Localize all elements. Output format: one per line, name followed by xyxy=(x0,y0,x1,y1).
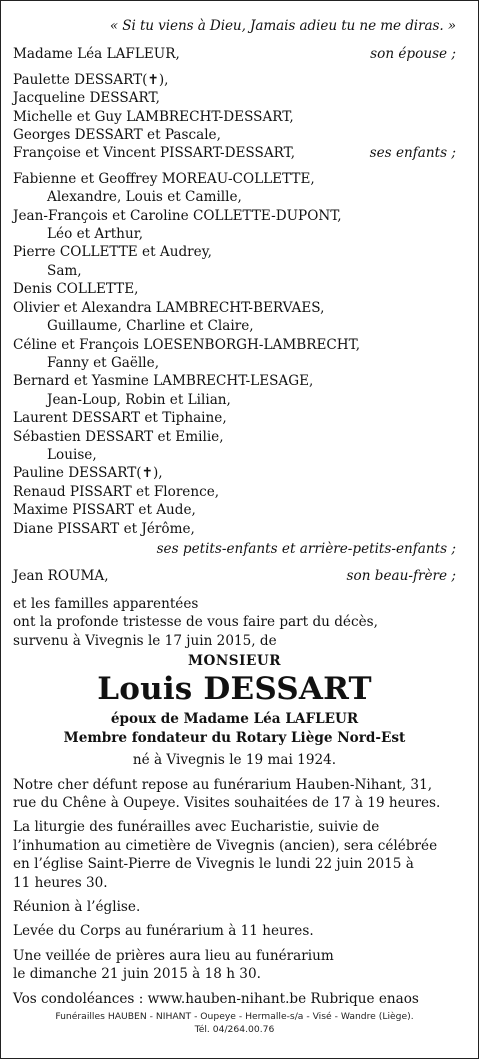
children-block xyxy=(13,71,456,163)
born-line: né à Vivegnis le 19 mai 1924. xyxy=(132,752,337,769)
grandchild-line: Laurent DESSART et Tiphaine, xyxy=(13,410,227,427)
detail-paragraph xyxy=(13,922,456,940)
funeral-home-footer xyxy=(13,1010,456,1036)
announcement-line: ont la profonde tristesse de vous faire part du décès, xyxy=(13,614,378,631)
spouse-relation: son épouse ; xyxy=(370,46,456,63)
detail-paragraph xyxy=(13,947,456,984)
brother-in-law-relation: son beau-frère ; xyxy=(346,568,456,585)
grandchildren-relation: ses petits-enfants et arrière-petits-enfants ; xyxy=(156,540,456,557)
child-line: Françoise et Vincent PISSART-DESSART, xyxy=(13,145,296,162)
grandchild-line: Sébastien DESSART et Emilie, xyxy=(13,428,224,445)
grandchild-line: Sam, xyxy=(47,262,82,279)
footer-line: Funérailles HAUBEN - NIHANT - Oupeye - Hermalle-s/a - Visé - Wandre (Liège). xyxy=(55,1011,414,1023)
brother-in-law-row xyxy=(13,567,456,585)
details-paragraphs xyxy=(13,776,456,1008)
detail-paragraph xyxy=(13,898,456,916)
grandchild-line: Jean-François et Caroline COLLETTE-DUPONT, xyxy=(13,207,342,224)
grandchild-line: Bernard et Yasmine LAMBRECHT-LESAGE, xyxy=(13,373,314,390)
grandchild-line: Diane PISSART et Jérôme, xyxy=(13,520,195,537)
paragraph-line: le dimanche 21 juin 2015 à 18 h 30. xyxy=(13,966,261,983)
brother-in-law-name: Jean ROUMA, xyxy=(13,568,109,585)
grandchildren-block xyxy=(13,170,456,538)
spouse-name: Madame Léa LAFLEUR, xyxy=(13,46,180,63)
deceased-name: Louis DESSART xyxy=(97,671,372,708)
paragraph-line: 11 heures 30. xyxy=(13,874,108,891)
paragraph-line: Réunion à l’église. xyxy=(13,899,141,916)
member-line: Membre fondateur du Rotary Liège Nord-Est xyxy=(63,729,406,746)
children-last-row xyxy=(13,144,456,162)
paragraph-line: l’inhumation au cimetière de Vivegnis (ancien), sera célébrée xyxy=(13,837,438,854)
children-relation: ses enfants ; xyxy=(369,145,456,162)
grandchild-line: Léo et Arthur, xyxy=(47,226,144,243)
child-line: Jacqueline DESSART, xyxy=(13,90,160,107)
grandchild-line: Louise, xyxy=(47,446,97,463)
child-line: Georges DESSART et Pascale, xyxy=(13,127,221,144)
grandchild-line: Pauline DESSART(✝), xyxy=(13,465,163,482)
paragraph-line: Levée du Corps au funérarium à 11 heures. xyxy=(13,923,314,940)
grandchild-line: Jean-Loup, Robin et Lilian, xyxy=(47,391,231,408)
grandchild-line: Renaud PISSART et Florence, xyxy=(13,483,220,500)
grandchild-line: Denis COLLETTE, xyxy=(13,281,139,298)
paragraph-line: La liturgie des funérailles avec Eucharistie, suivie de xyxy=(13,819,380,836)
grandchild-line: Maxime PISSART et Aude, xyxy=(13,502,196,519)
detail-paragraph xyxy=(13,818,456,892)
grandchild-line: Fanny et Gaëlle, xyxy=(47,354,160,371)
families-line: et les familles apparentées xyxy=(13,595,199,612)
detail-paragraph xyxy=(13,776,456,813)
paragraph-line: Vos condoléances : www.hauben-nihant.be Rubrique enaos xyxy=(13,990,419,1007)
grandchild-line: Céline et François LOESENBORGH-LAMBRECHT, xyxy=(13,336,361,353)
child-line: Michelle et Guy LAMBRECHT-DESSART, xyxy=(13,108,294,125)
paragraph-line: rue du Chêne à Oupeye. Visites souhaitées de 17 à 19 heures. xyxy=(13,795,441,812)
grandchild-line: Guillaume, Charline et Claire, xyxy=(47,318,254,335)
detail-paragraph xyxy=(13,990,456,1008)
grandchild-line: Alexandre, Louis et Camille, xyxy=(47,189,242,206)
grandchild-line: Pierre COLLETTE et Audrey, xyxy=(13,244,212,261)
paragraph-line: Notre cher défunt repose au funérarium Hauben-Nihant, 31, xyxy=(13,776,433,793)
title-monsieur: MONSIEUR xyxy=(187,653,281,669)
epigraph-quote: « Si tu viens à Dieu, Jamais adieu tu ne me diras. » xyxy=(109,18,456,34)
spouse-row xyxy=(13,45,456,63)
footer-phone: Tél. 04/264.00.76 xyxy=(194,1024,275,1036)
paragraph-line: Une veillée de prières aura lieu au funérarium xyxy=(13,947,334,964)
child-line: Paulette DESSART(✝), xyxy=(13,71,169,88)
paragraph-line: en l’église Saint-Pierre de Vivegnis le lundi 22 juin 2015 à xyxy=(13,856,414,873)
announcement-line: survenu à Vivegnis le 17 juin 2015, de xyxy=(13,632,277,649)
spouse-of-line: époux de Madame Léa LAFLEUR xyxy=(110,711,359,728)
grandchild-line: Olivier et Alexandra LAMBRECHT-BERVAES, xyxy=(13,299,325,316)
grandchild-line: Fabienne et Geoffrey MOREAU-COLLETTE, xyxy=(13,170,315,187)
